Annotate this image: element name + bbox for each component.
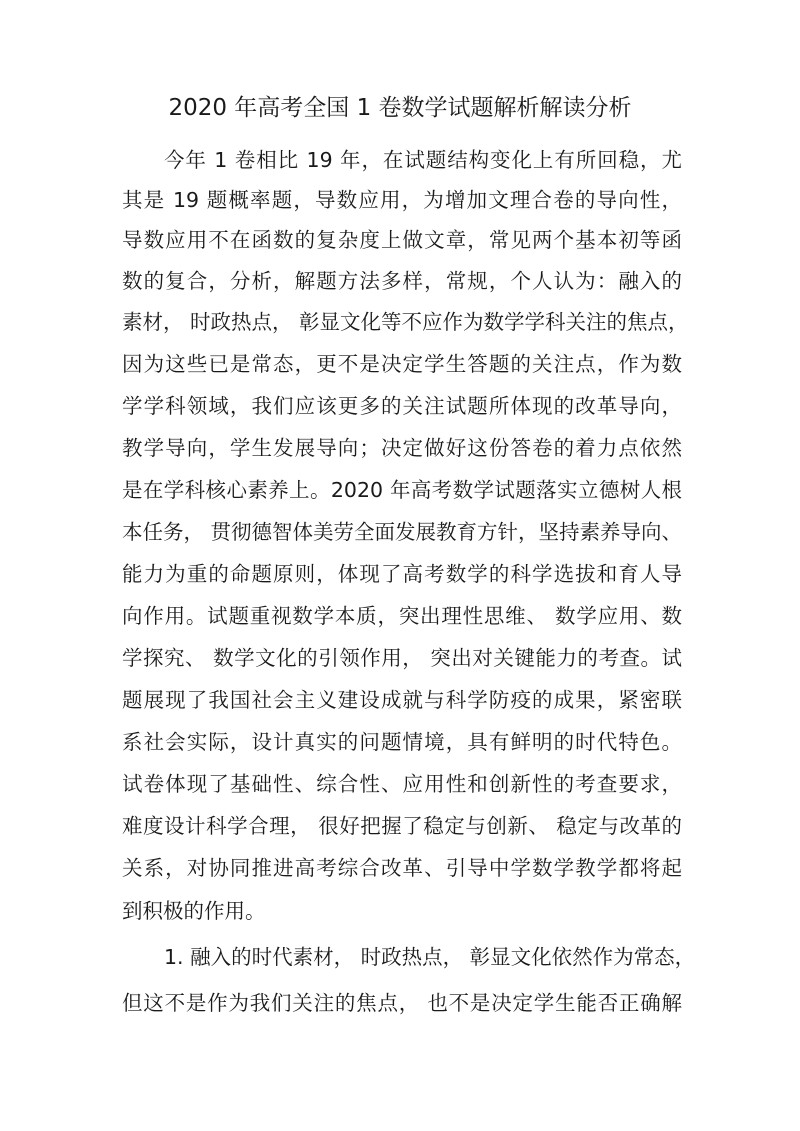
document-title: 2020 年高考全国 1 卷数学试题解析解读分析 — [168, 95, 632, 121]
paragraph-1-line-4: 数的复合，分析，解题方法多样，常规，个人认为：融入的 — [122, 269, 682, 293]
paragraph-1-line-15: 系社会实际，设计真实的问题情境，具有鲜明的时代特色。 — [122, 730, 682, 754]
paragraph-1-line-9: 是在学科核心素养上。2020 年高考数学试题落实立德树人根 — [122, 478, 682, 502]
paragraph-1-line-6: 因为这些已是常态，更不是决定学生答题的关注点，作为数 — [122, 352, 682, 376]
paragraph-1-line-11: 能力为重的命题原则，体现了高考数学的科学选拔和育人导 — [122, 562, 682, 586]
paragraph-2-line-1: 1. 融入的时代素材， 时政热点， 彰显文化依然作为常态， — [164, 945, 696, 969]
paragraph-1-line-19: 到积极的作用。 — [122, 899, 266, 923]
paragraph-1-line-5: 素材， 时政热点， 彰显文化等不应作为数学学科关注的焦点， — [122, 310, 689, 334]
paragraph-1-line-2: 其是 19 题概率题，导数应用，为增加文理合卷的导向性， — [122, 188, 682, 212]
paragraph-1-line-10: 本任务， 贯彻德智体美劳全面发展教育方针，坚持素养导向、 — [122, 520, 683, 544]
paragraph-1-line-17: 难度设计科学合理， 很好把握了稳定与创新、 稳定与改革的 — [122, 814, 682, 838]
paragraph-1-line-13: 学探究、 数学文化的引领作用， 突出对关键能力的考查。试 — [122, 646, 682, 670]
paragraph-1-line-7: 学学科领域，我们应该更多的关注试题所体现的改革导向， — [122, 394, 682, 418]
paragraph-1-line-14: 题展现了我国社会主义建设成就与科学防疫的成果，紧密联 — [122, 688, 682, 712]
paragraph-1-line-8: 教学导向，学生发展导向；决定做好这份答卷的着力点依然 — [122, 436, 682, 460]
paragraph-1-line-16: 试卷体现了基础性、综合性、应用性和创新性的考查要求， — [122, 772, 682, 796]
paragraph-2-line-2: 但这不是作为我们关注的焦点， 也不是决定学生能否正确解 — [122, 991, 682, 1015]
paragraph-1-line-1: 今年 1 卷相比 19 年，在试题结构变化上有所回稳，尤 — [164, 148, 682, 172]
paragraph-1-line-3: 导数应用不在函数的复杂度上做文章，常见两个基本初等函 — [122, 228, 682, 252]
paragraph-1-line-12: 向作用。试题重视数学本质，突出理性思维、 数学应用、数 — [122, 604, 682, 628]
paragraph-1-line-18: 关系，对协同推进高考综合改革、引导中学数学教学都将起 — [122, 856, 682, 880]
